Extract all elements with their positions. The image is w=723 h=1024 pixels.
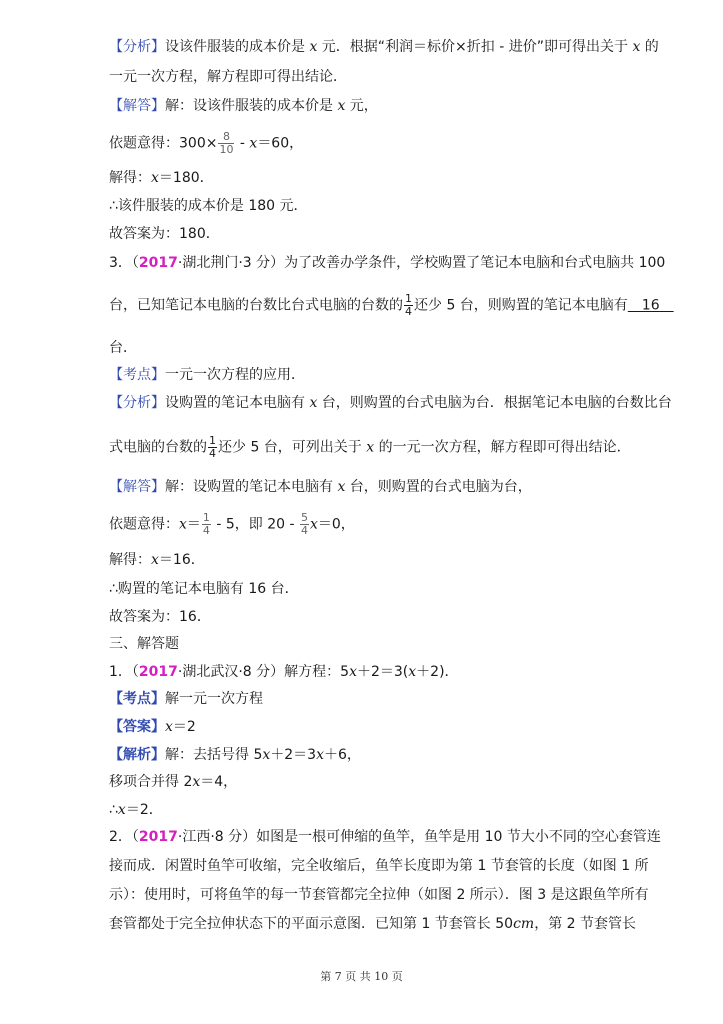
answer-2-line-1: 【解答】解：设购置的笔记本电脑有 x 台，则购置的台式电脑为台， — [109, 479, 532, 495]
equation-line: 依题意得：300× $\frac{8}{10}$ - x＝60， — [109, 130, 304, 156]
fraction-1-4: $\frac{1}{4}$ — [405, 292, 412, 318]
solve-question-2-line-1: 2．（2017·江西·8 分）如图是一根可伸缩的鱼竿，鱼竿是用 10 节大小不同的空心套管连 — [109, 829, 661, 845]
section-heading: 三、解答题 — [109, 636, 179, 652]
page-footer: 第 7 页 共 10 页 — [320, 970, 403, 983]
answer-line-1: 【解答】解：设该件服装的成本价是 x 元， — [109, 98, 378, 114]
s1-keypoint: 【考点】解一元一次方程 — [109, 691, 263, 707]
final-answer-line: 故答案为：180． — [109, 226, 220, 242]
analysis-tag: 【分析】 — [109, 39, 165, 55]
fraction-8-10: $\frac{8}{10}$ — [219, 130, 234, 156]
keypoint-tag: 【考点】 — [109, 367, 165, 383]
answer-2-solve: 解得：x＝16． — [109, 552, 205, 568]
s1-answer: 【答案】x＝2 — [109, 719, 196, 735]
answer-2-equation: 依题意得：x＝ $\frac{1}{4}$ - 5，即 20 - $\frac{5}{4}$ x＝0， — [109, 511, 355, 537]
answer-2-conclusion: ∴购置的笔记本电脑有 16 台． — [109, 581, 299, 597]
question-3-line-3: 台． — [109, 340, 137, 356]
fraction-1-4: $\frac{1}{4}$ — [202, 511, 210, 537]
s1-step-2: 移项合并得 2x＝4， — [109, 774, 238, 790]
answer-2-final: 故答案为：16． — [109, 609, 211, 625]
s1-step-3: ∴x＝2． — [109, 802, 163, 818]
question-3-line-1: 3．（2017·湖北荆门·3 分）为了改善办学条件，学校购置了笔记本电脑和台式电脑共 100 — [109, 255, 666, 271]
solve-line: 解得：x＝180． — [109, 170, 214, 186]
analysis-line-1: 【分析】设该件服装的成本价是 x 元．根据“利润＝标价×折扣 - 进价”即可得出关于 x 的 — [109, 39, 659, 55]
solve-question-2-line-3: 示）：使用时，可将鱼竿的每一节套管都完全拉伸（如图 2 所示）．图 3 是这跟鱼竿所有 — [109, 887, 649, 903]
answer-tag: 【解答】 — [109, 98, 165, 114]
fraction-1-4: $\frac{1}{4}$ — [209, 434, 216, 460]
analysis-2-line-1: 【分析】设购置的笔记本电脑有 x 台，则购置的台式电脑为台．根据笔记本电脑的台数比台 — [109, 395, 672, 411]
solve-question-1: 1．（2017·湖北武汉·8 分）解方程：5x＋2＝3(x＋2)． — [109, 664, 459, 680]
solve-question-2-line-4: 套管都处于完全拉伸状态下的平面示意图．已知第 1 节套管长 50cm，第 2 节套管长 — [109, 916, 637, 932]
answer-blank: 16 — [627, 297, 674, 314]
s1-analysis: 【解析】解：去括号得 5x＋2＝3x＋6， — [109, 747, 361, 763]
solve-question-2-line-2: 接而成．闲置时鱼竿可收缩，完全收缩后，鱼竿长度即为第 1 节套管的长度（如图 1 所 — [109, 858, 649, 874]
analysis-line-2: 一元一次方程，解方程即可得出结论． — [109, 69, 347, 85]
question-3-line-2: 台，已知笔记本电脑的台数比台式电脑的台数的 $\frac{1}{4}$ 还少 5 台，则购置的笔记本电脑有 16 — [109, 292, 674, 318]
analysis-2-line-2: 式电脑的台数的 $\frac{1}{4}$ 还少 5 台，可列出关于 x 的一元一次方程，解方程即可得出结论． — [109, 434, 631, 460]
conclusion-line: ∴该件服装的成本价是 180 元． — [109, 198, 308, 214]
keypoint-line: 【考点】一元一次方程的应用． — [109, 367, 305, 383]
fraction-5-4: $\frac{5}{4}$ — [300, 511, 308, 537]
year-badge: 2017 — [138, 255, 178, 271]
